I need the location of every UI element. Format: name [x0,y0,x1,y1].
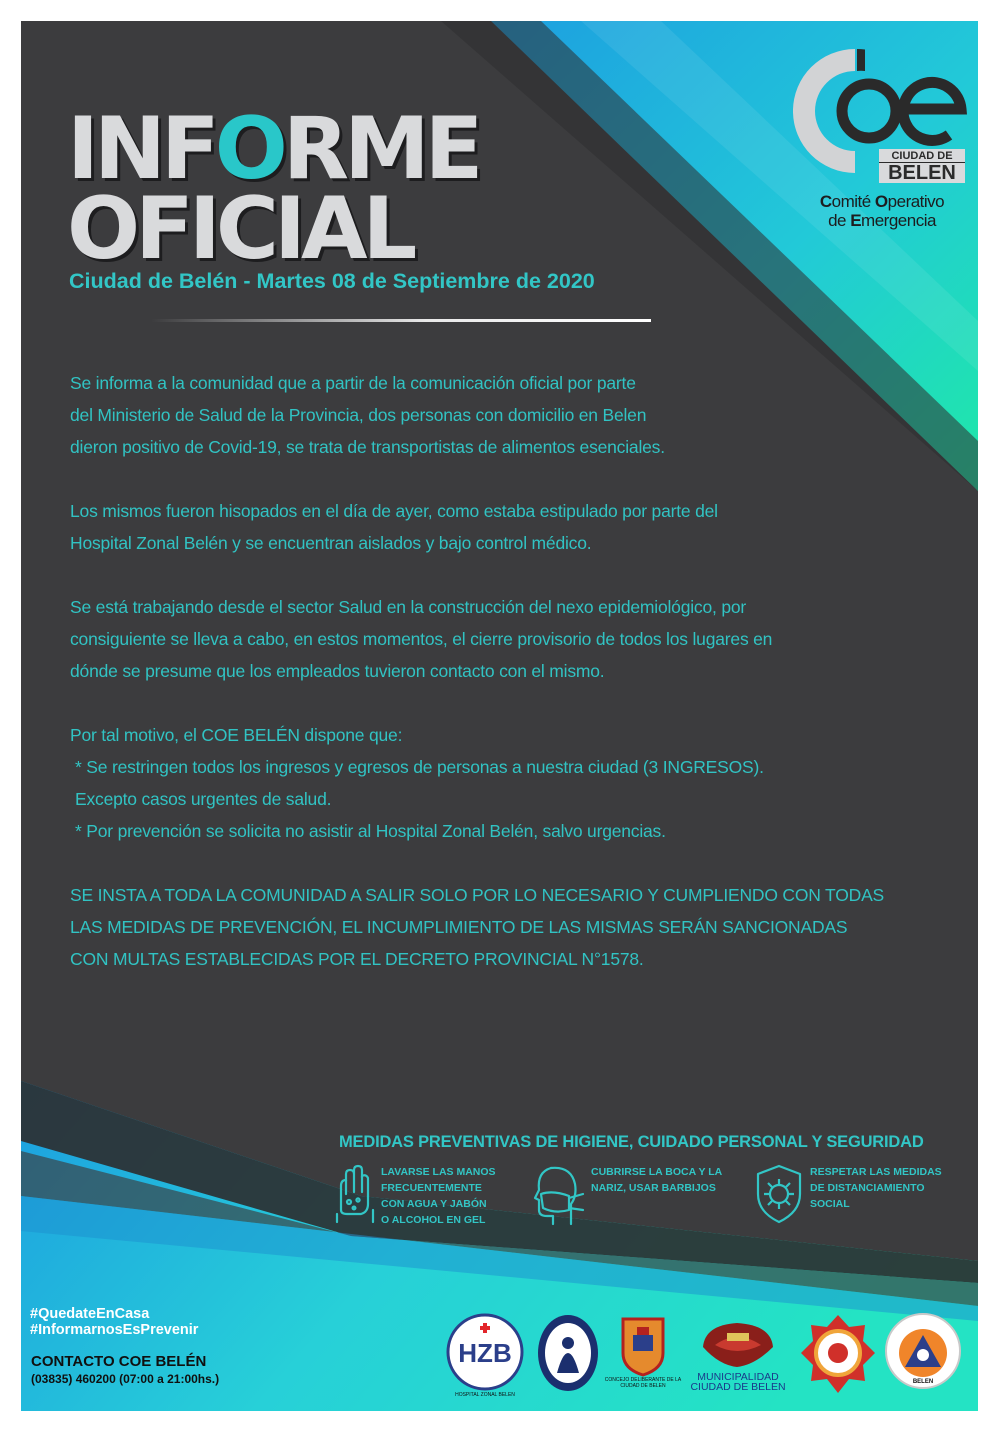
title-line2: OFICIAL [67,179,413,279]
face-mask-icon [533,1164,589,1226]
municipalidad-logo-icon [685,1317,791,1371]
logo-comite-operativo [791,192,973,230]
virus-shield-icon [754,1164,804,1226]
measure-label: LAVARSE LAS MANOS FRECUENTEMENTE CON AGUA Y JABÓN O ALCOHOL EN GEL [381,1166,496,1226]
dispone-section [70,719,975,847]
paragraph-warning: SE INSTA A TODA LA COMUNIDAD A SALIR SOLO POR LO NECESARIO Y CUMPLIENDO CON TODAS LAS MEDIDAS DE PREVENCIÓN, EL INCUMPLIMIENTO DE LAS MISMAS SERÁN SANCIONADAS CON MULTAS ESTABLECIDAS POR EL DECRETO PROVINCIAL N°1578. [70,885,885,969]
defensa-civil-caption: BELEN [912,1379,934,1385]
contact-title: CONTACTO COE BELÉN [31,1353,207,1370]
hzb-text: HZB [458,1338,512,1368]
police-badge-icon [535,1313,601,1393]
report-title [67,99,479,279]
title-line1: INFORME [67,99,479,199]
report-body [70,367,975,1007]
paragraph-isolation: Los mismos fueron hisopados en el día de ayer, como estaba estipulado por parte del Hospital Zonal Belén y se encuentran aislados y bajo control médico. [70,501,718,553]
measure-label: RESPETAR LAS MEDIDAS DE DISTANCIAMIENTO SOCIAL [810,1166,942,1210]
hand-washing-icon [333,1164,377,1226]
bomberos-badge [799,1313,877,1395]
concejo-caption: CONCEJO DELIBERANTE DE LA CIUDAD DE BELEN [604,1377,682,1389]
hospital-caption: HOSPITAL ZONAL BELEN [455,1392,515,1398]
paragraph-covid-cases: Se informa a la comunidad que a partir de la comunicación oficial por parte del Ministerio de Salud de la Provincia, dos personas con domicilio en Belen dieron positivo de Covid-19, se trata de transportistas de alimentos esenciales. [70,373,665,457]
dispone-list [70,751,975,847]
logo-comite-line2: de Emergencia [828,211,936,230]
list-item: * Se restringen todos los ingresos y egresos de personas a nuestra ciudad (3 INGRESOS). Excepto casos urgentes de salud. [75,757,764,809]
logo-comite-line1: Comité Operativo [819,192,945,211]
hospital-zonal-belen-logo-icon [445,1312,525,1392]
municipalidad-text: MUNICIPALIDAD CIUDAD DE BELEN [690,1371,786,1393]
concejo-deliberante-shield-icon [601,1315,685,1377]
hospital-zonal-belen-badge [445,1312,525,1400]
paragraph-epidemiology: Se está trabajando desde el sector Salud en la construcción del nexo epidemiológico, por consiguiente se lleva a cabo, en estos momentos, el cierre provisorio de todos los lugares en dónde se presume que los empleados tuvieron contacto con el mismo. [70,597,773,681]
list-item: * Por prevención se solicita no asistir al Hospital Zonal Belén, salvo urgencias. [75,821,666,841]
bomberos-badge-icon [799,1313,877,1395]
title-divider [151,319,651,322]
logo-belen: BELEN [879,162,965,183]
official-report-poster [21,21,978,1411]
dispone-intro: Por tal motivo, el COE BELÉN dispone que: [70,725,403,745]
measures-title: MEDIDAS PREVENTIVAS DE HIGIENE, CUIDADO PERSONAL Y SEGURIDAD [339,1133,924,1151]
logo-ciudad-de: CIUDAD DE [879,149,965,162]
contact-phone: (03835) 460200 (07:00 a 21:00hs.) [31,1372,220,1386]
concejo-deliberante-badge [601,1315,685,1401]
defensa-civil-badge [883,1311,963,1401]
measure-label: CUBRIRSE LA BOCA Y LA NARIZ, USAR BARBIJOS [591,1166,723,1194]
police-badge [535,1313,601,1393]
hashtags: #QuedateEnCasa #InformarnosEsPrevenir [30,1306,199,1338]
report-subtitle: Ciudad de Belén - Martes 08 de Septiembre de 2020 [69,269,595,293]
